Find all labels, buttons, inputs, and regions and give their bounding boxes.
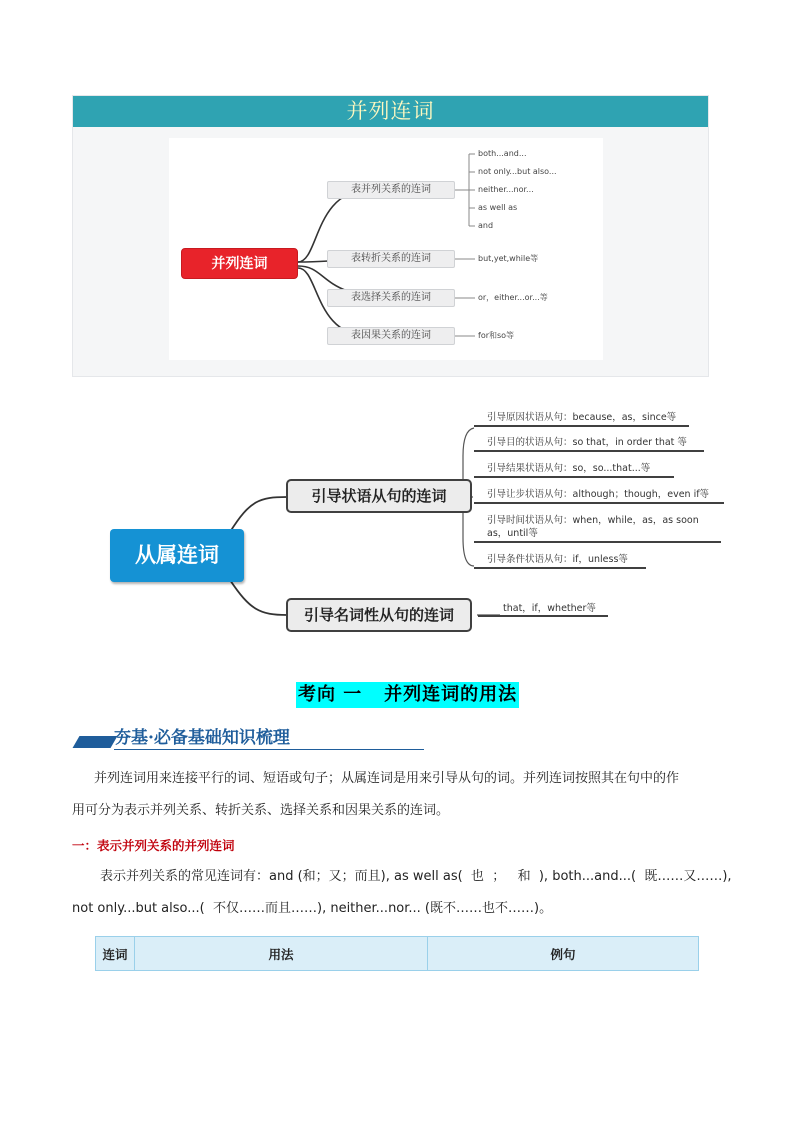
leaf-concession-clause: 引导让步状语从句：although；though，even if等 [487,489,710,500]
section-heading: 考向 一 并列连词的用法 [296,682,519,708]
leaf-underline [474,567,646,569]
leaf-result-clause: 引导结果状语从句：so，so...that...等 [487,463,651,474]
subheading-banner [76,724,424,752]
table-header-conjunction: 连词 [96,937,135,971]
leaf-time-clause-continued: as，until等 [487,528,538,539]
leaf-not-only-but-also: not only...but also... [478,167,557,176]
point-one-line1: 表示并列关系的常见连词有：and (和；又；而且), as well as( 也 ； 和 ), both...and...( 既……又……), [100,869,732,884]
leaf-as-well-as: as well as [478,203,518,212]
branch-nominal-clause: 引导名词性从句的连词 [286,598,472,632]
leaf-both-and: both...and... [478,149,527,158]
leaf-and: and [478,221,494,230]
branch-adverbial-clause: 引导状语从句的连词 [286,479,472,513]
subheading-accent-bar [73,736,118,748]
leaf-underline [474,476,674,478]
table-header-usage: 用法 [135,937,428,971]
subheading-underline [114,749,424,750]
leaf-underline [474,450,704,452]
leaf-underline [474,541,721,543]
leaf-reason-clause: 引导原因状语从句：because，as，since等 [487,412,677,423]
leaf-time-clause: 引导时间状语从句：when，while，as，as soon [487,515,699,526]
leaf-neither-nor: neither...nor... [478,185,534,194]
subheading-title: 夯基·必备基础知识梳理 [114,728,290,748]
point-one-line2: not only...but also...( 不仅……而且……), neither...nor... (既不……也不……)。 [72,901,553,916]
leaf-or-either-or: or，either...or...等 [478,293,548,302]
leaf-condition-clause: 引导条件状语从句：if，unless等 [487,554,628,565]
branch-cause: 表因果关系的连词 [327,327,455,345]
leaf-underline [474,425,689,427]
table-header-example: 例句 [428,937,699,971]
intro-paragraph-line2: 用可分为表示并列关系、转折关系、选择关系和因果关系的连词。 [72,803,450,818]
branch-choice: 表选择关系的连词 [327,289,455,307]
table-header-row [96,937,699,971]
leaf-but-yet-while: but,yet,while等 [478,254,539,263]
coordinating-header-title: 并列连词 [73,96,708,127]
leaf-underline [478,615,608,617]
subordinating-root-node: 从属连词 [110,529,244,582]
coordinating-root-node: 并列连词 [181,248,298,279]
leaf-purpose-clause: 引导目的状语从句：so that，in order that 等 [487,437,687,448]
branch-contrast: 表转折关系的连词 [327,250,455,268]
leaf-for-so: for和so等 [478,331,515,340]
branch-parallel: 表并列关系的连词 [327,181,455,199]
conjunction-usage-table [95,936,699,971]
leaf-underline [474,502,724,504]
leaf-that-if-whether: that，if，whether等 [503,603,596,614]
point-one-title: 一：表示并列关系的并列连词 [72,838,235,853]
intro-paragraph-line1: 并列连词用来连接平行的词、短语或句子；从属连词是用来引导从句的词。并列连词按照其在句中的作 [94,771,680,786]
